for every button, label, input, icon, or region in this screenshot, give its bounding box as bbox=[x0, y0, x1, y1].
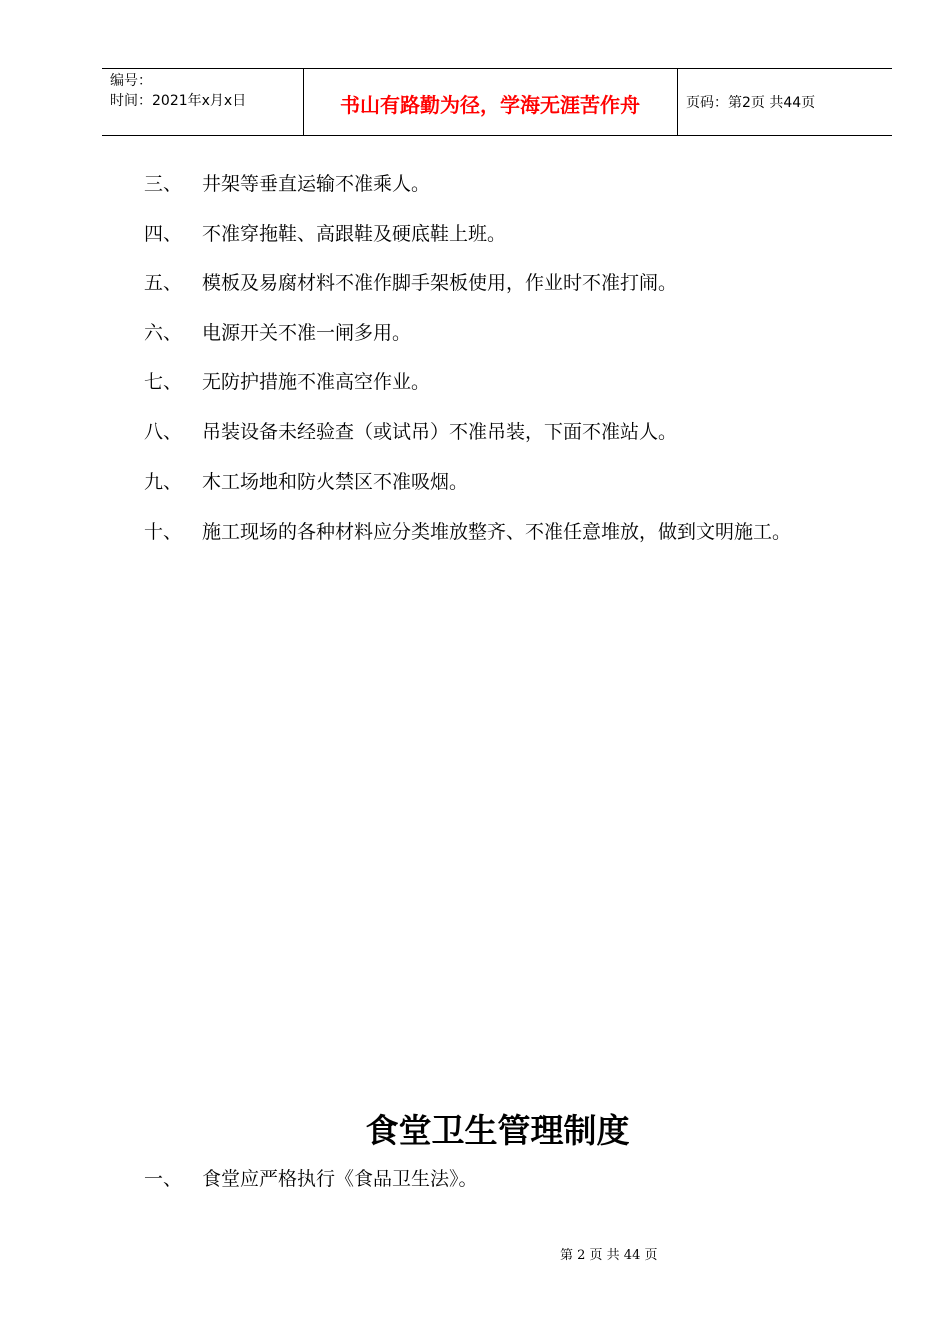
list-item-text: 食堂应严格执行《食品卫生法》。 bbox=[202, 1168, 478, 1190]
list-item bbox=[144, 1155, 864, 1205]
header-top-rule bbox=[102, 68, 892, 69]
list-item-text: 施工现场的各种材料应分类堆放整齐、不准任意堆放，做到文明施工。 bbox=[202, 521, 792, 543]
header-motto: 书山有路勤为径，学海无涯苦作舟 bbox=[340, 93, 640, 117]
list-item-text: 井架等垂直运输不准乘人。 bbox=[202, 173, 431, 195]
list-item-number: 一、 bbox=[144, 1168, 183, 1190]
list-item-number: 六、 bbox=[144, 322, 183, 344]
list-item-text: 不准穿拖鞋、高跟鞋及硬底鞋上班。 bbox=[202, 223, 507, 245]
list-item-text: 吊装设备未经验查（或试吊）不准吊装，下面不准站人。 bbox=[202, 421, 678, 443]
list-item-number: 四、 bbox=[144, 223, 183, 245]
list-item-text: 模板及易腐材料不准作脚手架板使用，作业时不准打闹。 bbox=[202, 272, 678, 294]
list-item-number: 九、 bbox=[144, 471, 183, 493]
list-item bbox=[144, 309, 864, 359]
list-item bbox=[144, 508, 850, 558]
code-label: 编号： bbox=[110, 73, 152, 89]
list-item-number: 八、 bbox=[144, 421, 183, 443]
date-label: 时间：2021年x月x日 bbox=[110, 93, 247, 109]
list-item bbox=[144, 358, 864, 408]
list-item-number: 十、 bbox=[144, 521, 183, 543]
list-item bbox=[144, 408, 864, 458]
list-item bbox=[144, 458, 864, 508]
list-item bbox=[144, 210, 864, 260]
list-item-text: 电源开关不准一闸多用。 bbox=[202, 322, 412, 344]
header-meta bbox=[110, 71, 246, 111]
list-item bbox=[144, 160, 864, 210]
list-item-number: 三、 bbox=[144, 173, 183, 195]
list-item-text: 木工场地和防火禁区不准吸烟。 bbox=[202, 471, 469, 493]
header-page-info: 页码：第2页 共44页 bbox=[686, 95, 816, 111]
header-bottom-rule bbox=[102, 135, 892, 136]
header-divider-right bbox=[677, 68, 678, 135]
footer-page-number: 第 2 页 共 44 页 bbox=[560, 1248, 658, 1263]
section-title: 食堂卫生管理制度 bbox=[365, 1111, 630, 1150]
list-item-number: 七、 bbox=[144, 371, 183, 393]
list-item bbox=[144, 259, 864, 309]
list-item-text: 无防护措施不准高空作业。 bbox=[202, 371, 431, 393]
list-item-number: 五、 bbox=[144, 272, 183, 294]
